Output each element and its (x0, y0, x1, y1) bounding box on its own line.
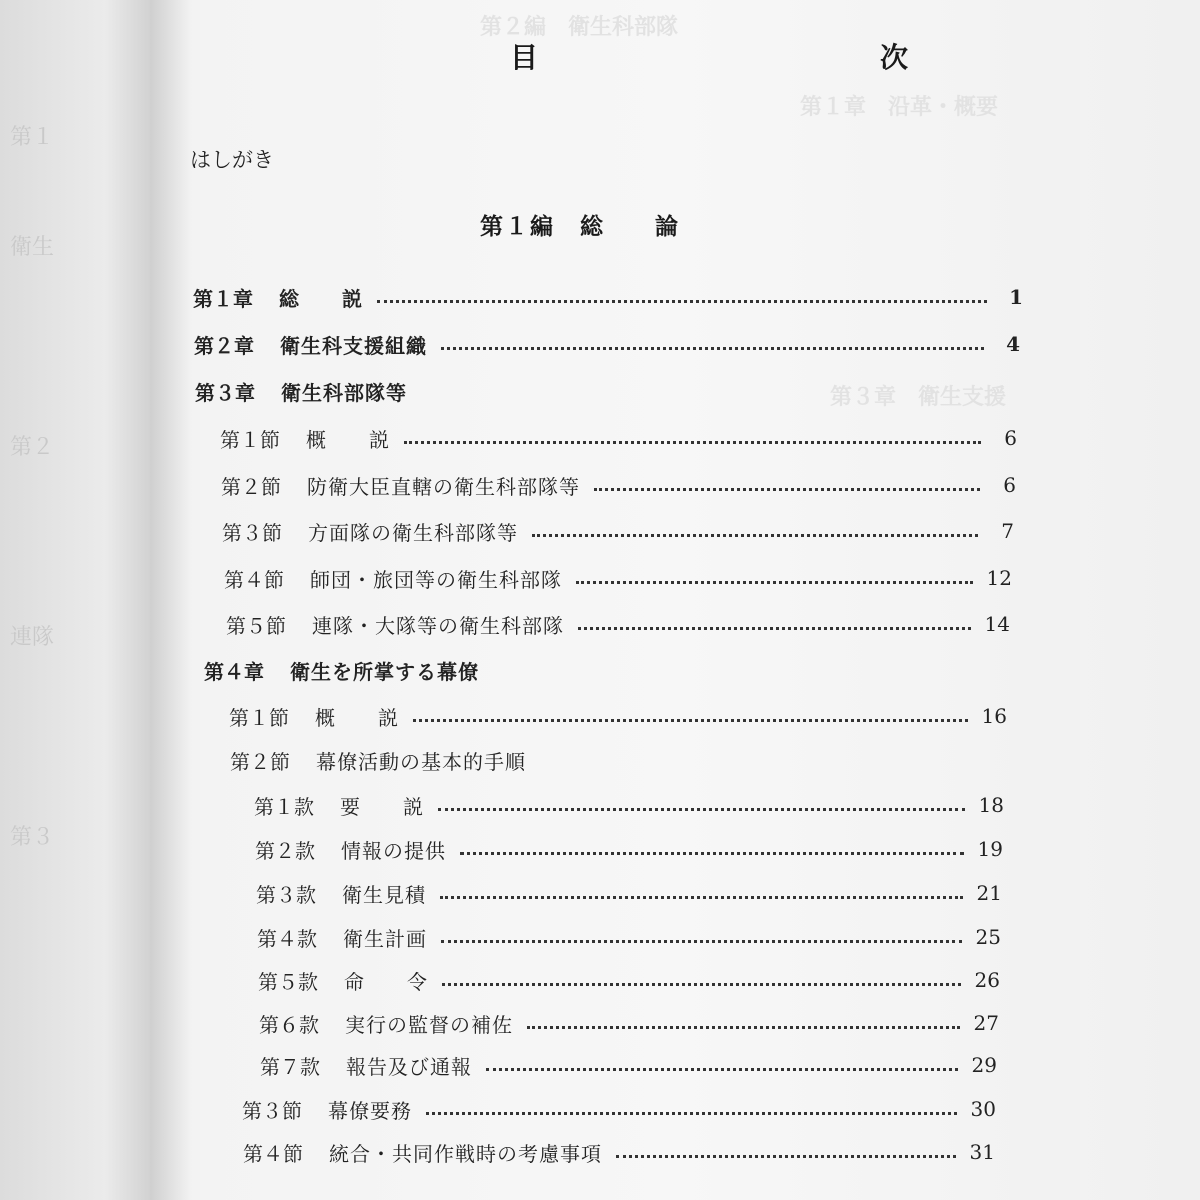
title-char-1: 目 (510, 41, 541, 74)
leader-dots (413, 719, 968, 722)
toc-entry-article (257, 922, 1001, 952)
toc-entry-article (260, 1050, 997, 1080)
entry-page: 30 (970, 1097, 996, 1121)
entry-title: 情報の提供 (341, 838, 446, 863)
entry-title: 要 説 (340, 794, 424, 819)
entry-title: 衛生計画 (343, 926, 427, 951)
leader-dots (594, 488, 980, 491)
leader-dots (576, 581, 973, 584)
entry-title: 概 説 (315, 705, 399, 730)
leader-dots (404, 441, 981, 444)
bleed-through-text: 第１ (10, 125, 55, 150)
entry-page: 26 (974, 968, 1000, 992)
entry-title: 師団・旅団等の衛生科部隊 (310, 567, 562, 592)
toc-entry-chapter-2 (194, 329, 1020, 359)
bleed-through-text: 第３章 衛生支援 (830, 384, 1007, 410)
entry-number: 第６款 (259, 1012, 319, 1037)
entry-title: 幕僚活動の基本的手順 (316, 749, 526, 774)
entry-title: 衛生を所掌する幕僚 (290, 659, 479, 684)
entry-title: 報告及び通報 (346, 1054, 472, 1079)
entry-number: 第１章 (193, 286, 253, 311)
entry-page: 29 (971, 1053, 997, 1077)
entry-page: 12 (986, 566, 1012, 590)
entry-page: 27 (973, 1011, 999, 1035)
leader-dots (486, 1068, 958, 1071)
entry-number: 第２章 (194, 333, 254, 358)
entry-title: 衛生科部隊等 (281, 380, 407, 405)
leader-dots (440, 896, 963, 899)
toc-entry-section (229, 701, 1007, 731)
entry-title: 防衛大臣直轄の衛生科部隊等 (307, 474, 580, 499)
entry-title: 総 説 (279, 286, 363, 311)
entry-title: 概 説 (306, 427, 390, 452)
toc-entry-chapter-1 (193, 282, 1023, 312)
entry-page: 18 (978, 793, 1004, 817)
leader-dots (578, 627, 971, 630)
bleed-through-text: 連隊 (10, 625, 55, 650)
bleed-through-text: 第２編 衛生科部隊 (480, 14, 679, 40)
entry-page: 1 (1009, 285, 1023, 309)
entry-number: 第３節 (222, 520, 282, 545)
entry-page: 21 (976, 881, 1002, 905)
entry-number: 第１節 (229, 705, 289, 730)
toc-entry-section (243, 1137, 995, 1167)
leader-dots (441, 940, 962, 943)
left-page (0, 0, 150, 1200)
leader-dots (442, 983, 961, 986)
toc-page (150, 0, 1200, 1200)
title-char-2: 次 (879, 41, 910, 74)
entry-number: 第４章 (204, 659, 264, 684)
bleed-through-text: 第３ (10, 825, 55, 850)
entry-page: 4 (1006, 332, 1020, 356)
preface-entry: はしがき (190, 148, 274, 172)
leader-dots (532, 534, 978, 537)
bleed-through-text: 第２ (10, 435, 55, 460)
entry-title: 実行の監督の補佐 (345, 1012, 513, 1037)
entry-number: 第７款 (260, 1054, 320, 1079)
leader-dots (616, 1155, 956, 1158)
leader-dots (438, 808, 965, 811)
leader-dots (377, 300, 987, 303)
entry-number: 第２節 (221, 474, 281, 499)
entry-title: 衛生見積 (342, 882, 426, 907)
toc-entry-article (258, 965, 1000, 995)
leader-dots (527, 1026, 960, 1029)
toc-entry-article (254, 790, 1004, 820)
entry-number: 第５款 (258, 969, 318, 994)
toc-entry-article (259, 1008, 999, 1038)
entry-title: 統合・共同作戦時の考慮事項 (329, 1141, 602, 1166)
entry-number: 第１款 (254, 794, 314, 819)
toc-entry-section (224, 563, 1012, 593)
entry-title: 衛生科支援組織 (280, 333, 427, 358)
entry-number: 第４節 (224, 567, 284, 592)
entry-number: 第３章 (195, 380, 255, 405)
toc-entry-article (256, 878, 1002, 908)
entry-number: 第４節 (243, 1141, 303, 1166)
toc-entry-section (222, 516, 1014, 546)
leader-dots (426, 1112, 957, 1115)
entry-title: 方面隊の衛生科部隊等 (308, 520, 518, 545)
part-title: 第１編 総 論 (480, 213, 680, 240)
bleed-through-text: 第１章 沿革・概要 (800, 94, 999, 120)
leader-dots (441, 347, 984, 350)
toc-entry-section (226, 609, 1010, 639)
entry-number: 第３節 (242, 1098, 302, 1123)
entry-page: 7 (1001, 519, 1014, 543)
entry-title: 命 令 (344, 969, 428, 994)
entry-number: 第１節 (220, 427, 280, 452)
entry-page: 31 (969, 1140, 995, 1164)
toc-entry-article (255, 834, 1003, 864)
entry-page: 19 (977, 837, 1003, 861)
entry-title: 幕僚要務 (328, 1098, 412, 1123)
entry-page: 14 (984, 612, 1010, 636)
entry-page: 25 (975, 925, 1001, 949)
entry-number: 第３款 (256, 882, 316, 907)
entry-page: 6 (1004, 426, 1017, 450)
entry-page: 6 (1003, 473, 1016, 497)
toc-list (150, 0, 1200, 1200)
bleed-through-text: 衛生 (10, 235, 55, 260)
toc-entry-section (242, 1094, 996, 1124)
entry-page: 16 (981, 704, 1007, 728)
toc-entry-chapter-3 (195, 376, 495, 406)
entry-number: 第２款 (255, 838, 315, 863)
toc-entry-section (230, 745, 630, 775)
leader-dots (460, 852, 964, 855)
toc-entry-section (220, 423, 1017, 453)
toc-entry-section (221, 470, 1016, 500)
entry-number: 第５節 (226, 613, 286, 638)
entry-number: 第４款 (257, 926, 317, 951)
toc-entry-chapter-4 (204, 655, 524, 685)
entry-title: 連隊・大隊等の衛生科部隊 (312, 613, 564, 638)
entry-number: 第２節 (230, 749, 290, 774)
